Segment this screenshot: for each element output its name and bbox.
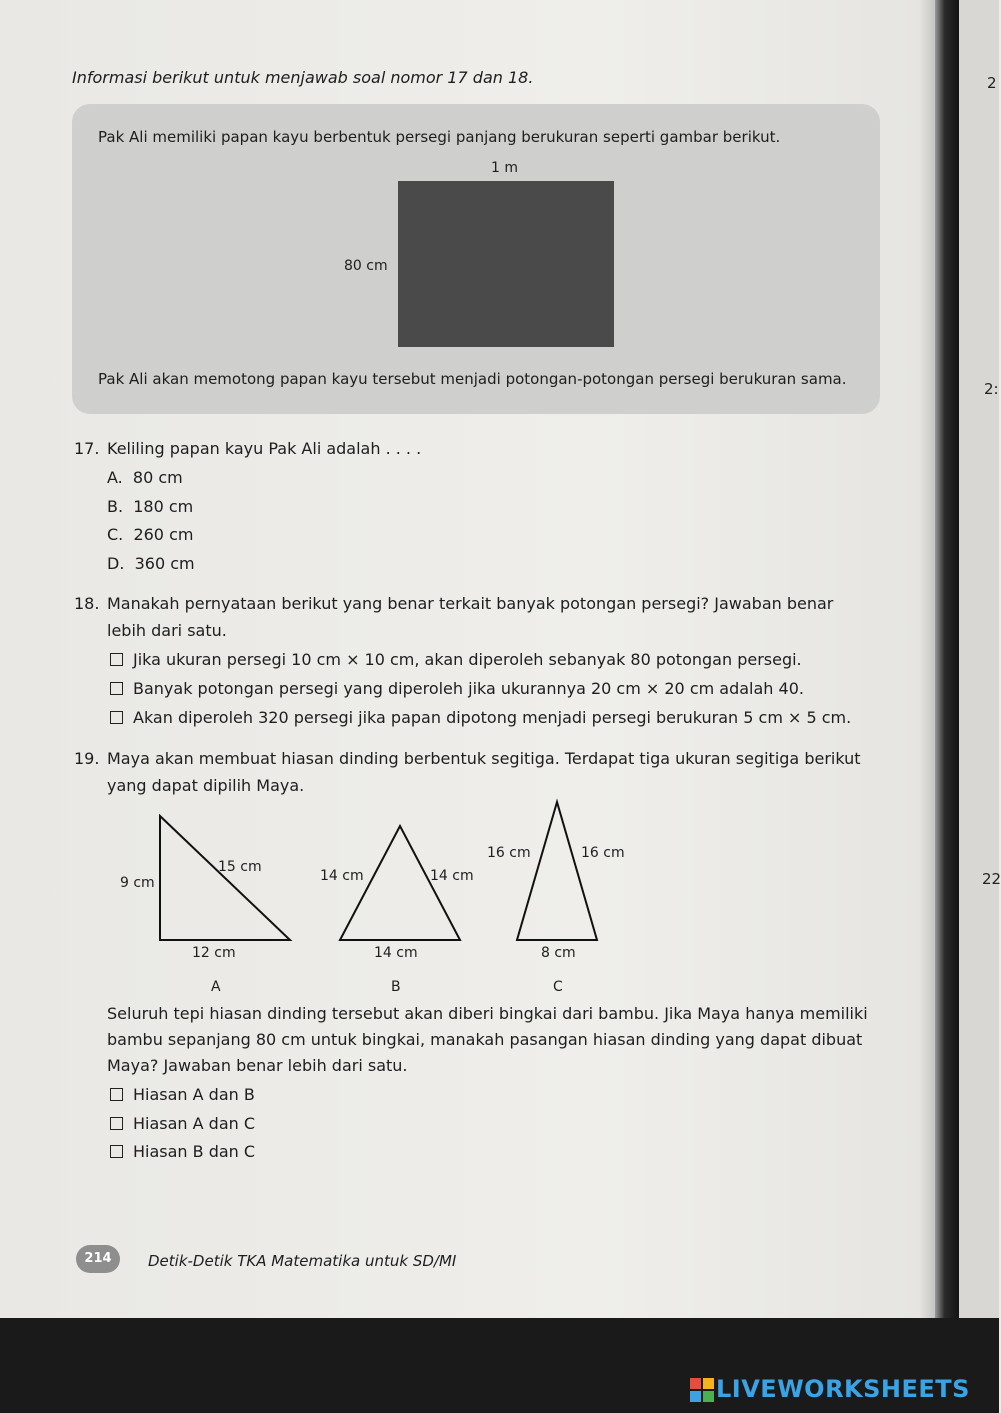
q17-option-d[interactable] <box>107 554 195 573</box>
checkbox[interactable] <box>110 1088 123 1101</box>
triangle-c-base-label: 8 cm <box>541 945 576 961</box>
q19-line-2: yang dapat dipilih Maya. <box>107 776 305 795</box>
option-text: Hiasan A dan B <box>133 1085 255 1104</box>
triangle-a <box>160 816 290 940</box>
checkbox[interactable] <box>110 653 123 666</box>
q18-option-1[interactable] <box>110 650 802 669</box>
triangle-a-hyp-label: 15 cm <box>218 859 262 875</box>
q19-para-3: Maya? Jawaban benar lebih dari satu. <box>107 1056 408 1075</box>
q19-number: 19. <box>74 749 100 768</box>
option-letter: D. <box>107 554 125 573</box>
q19-option-2[interactable] <box>110 1114 255 1133</box>
side-number-1: 2 <box>987 74 997 92</box>
q19-line-1: Maya akan membuat hiasan dinding berbentuk segitiga. Terdapat tiga ukuran segitiga berikut <box>107 749 861 768</box>
triangle-b-name: B <box>391 979 401 995</box>
info-line-2: Pak Ali akan memotong papan kayu tersebut menjadi potongan-potongan persegi berukuran sama. <box>98 370 847 388</box>
option-text: Jika ukuran persegi 10 cm × 10 cm, akan diperoleh sebanyak 80 potongan persegi. <box>133 650 802 669</box>
watermark-text: LIVEWORKSHEETS <box>716 1375 970 1403</box>
liveworksheets-logo-icon <box>690 1378 714 1402</box>
rect-width-label: 1 m <box>491 160 518 176</box>
triangle-c <box>517 802 597 940</box>
side-number-3: 22 <box>982 870 1001 888</box>
triangle-c-left-label: 16 cm <box>487 845 531 861</box>
rect-height-label: 80 cm <box>344 258 388 274</box>
option-letter: A. <box>107 468 123 487</box>
q19-para-2: bambu sepanjang 80 cm untuk bingkai, manakah pasangan hiasan dinding yang dapat dibuat <box>107 1030 863 1049</box>
triangle-c-right-label: 16 cm <box>581 845 625 861</box>
triangle-a-left-label: 9 cm <box>120 875 155 891</box>
triangle-b-right-label: 14 cm <box>430 868 474 884</box>
option-letter: C. <box>107 525 124 544</box>
q19-para-1: Seluruh tepi hiasan dinding tersebut akan diberi bingkai dari bambu. Jika Maya hanya memiliki <box>107 1004 868 1023</box>
q18-line-1: Manakah pernyataan berikut yang benar terkait banyak potongan persegi? Jawaban benar <box>107 594 834 613</box>
checkbox[interactable] <box>110 682 123 695</box>
q19-option-1[interactable] <box>110 1085 255 1104</box>
q17-option-b[interactable] <box>107 497 193 516</box>
triangle-b-left-label: 14 cm <box>320 868 364 884</box>
option-text: 180 cm <box>133 497 194 516</box>
q17-text: Keliling papan kayu Pak Ali adalah . . . . <box>107 439 422 458</box>
option-text: 360 cm <box>134 554 195 573</box>
wood-board-rectangle <box>398 181 614 347</box>
q19-option-3[interactable] <box>110 1142 255 1161</box>
option-text: Hiasan B dan C <box>133 1142 256 1161</box>
checkbox[interactable] <box>110 711 123 724</box>
intro-text: Informasi berikut untuk menjawab soal nomor 17 dan 18. <box>72 68 534 87</box>
page-number-badge: 214 <box>76 1245 120 1273</box>
triangle-c-name: C <box>553 979 563 995</box>
info-line-1: Pak Ali memiliki papan kayu berbentuk persegi panjang berukuran seperti gambar berikut. <box>98 128 781 146</box>
side-number-2: 2: <box>984 380 999 398</box>
q18-option-2[interactable] <box>110 679 804 698</box>
option-letter: B. <box>107 497 124 516</box>
q17-number: 17. <box>74 439 100 458</box>
next-page-edge <box>957 0 999 1330</box>
q17-option-c[interactable] <box>107 525 193 544</box>
checkbox[interactable] <box>110 1145 123 1158</box>
q18-line-2: lebih dari satu. <box>107 621 227 640</box>
triangles-figure <box>150 800 630 950</box>
triangle-a-name: A <box>211 979 221 995</box>
triangle-a-base-label: 12 cm <box>192 945 236 961</box>
q18-number: 18. <box>74 594 100 613</box>
option-text: Akan diperoleh 320 persegi jika papan dipotong menjadi persegi berukuran 5 cm × 5 cm. <box>133 708 852 727</box>
q18-option-3[interactable] <box>110 708 851 727</box>
triangle-b-base-label: 14 cm <box>374 945 418 961</box>
footer-book-title: Detik-Detik TKA Matematika untuk SD/MI <box>148 1252 457 1270</box>
checkbox[interactable] <box>110 1117 123 1130</box>
option-text: 80 cm <box>132 468 183 487</box>
option-text: Hiasan A dan C <box>133 1114 256 1133</box>
option-text: 260 cm <box>133 525 194 544</box>
binding-shadow <box>935 0 959 1330</box>
option-text: Banyak potongan persegi yang diperoleh jika ukurannya 20 cm × 20 cm adalah 40. <box>133 679 804 698</box>
q17-option-a[interactable] <box>107 468 183 487</box>
